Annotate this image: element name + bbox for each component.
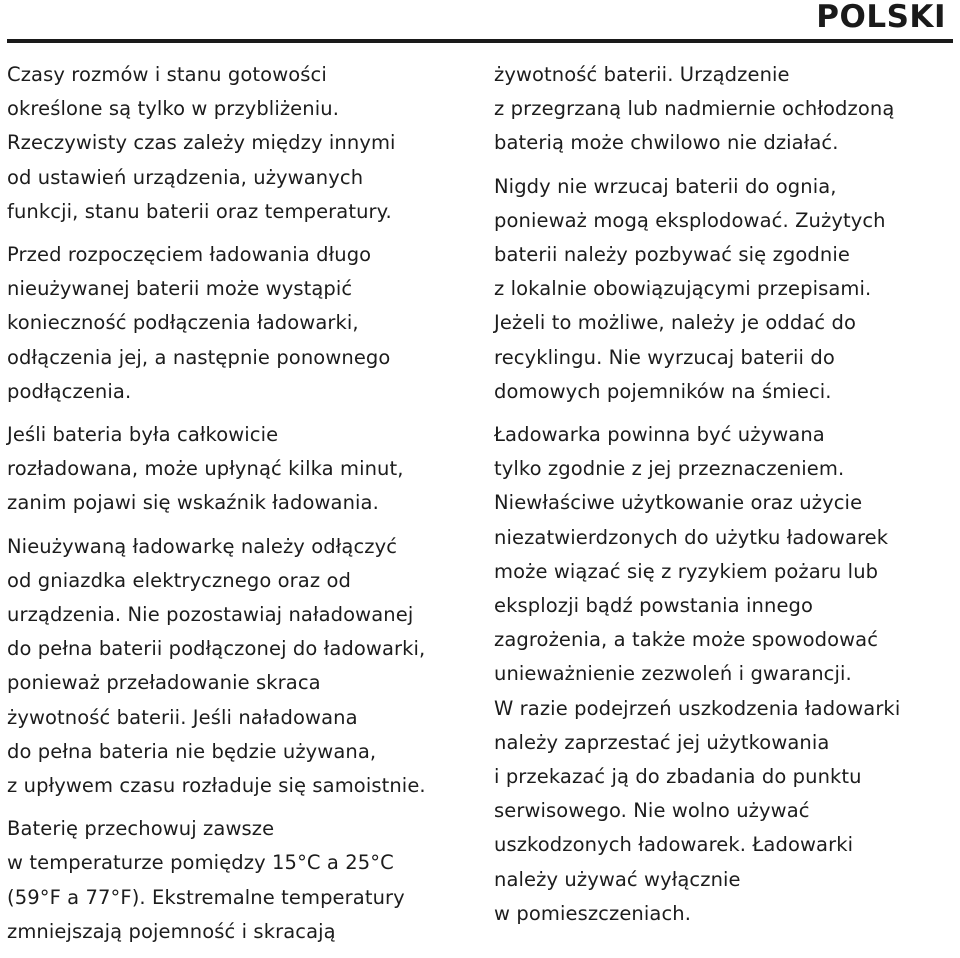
text-line: Przed rozpoczęciem ładowania długo xyxy=(7,243,372,267)
paragraph xyxy=(7,238,473,409)
paragraph xyxy=(7,812,473,949)
text-line: baterii należy pozbywać się zgodnie xyxy=(494,243,850,267)
text-line: może wiązać się z ryzykiem pożaru lub xyxy=(494,559,879,583)
text-line: rozładowana, może upłynąć kilka minut, xyxy=(7,457,404,481)
text-line: żywotność baterii. Urządzenie xyxy=(494,63,790,86)
text-line: urządzenia. Nie pozostawiaj naładowanej xyxy=(7,603,414,627)
text-line: odłączenia jej, a następnie ponownego xyxy=(7,345,391,369)
text-line: ponieważ mogą eksplodować. Zużytych xyxy=(494,208,886,232)
paragraph xyxy=(494,170,954,409)
left-text-column xyxy=(7,58,473,958)
right-text-column xyxy=(494,58,954,940)
text-line: i przekazać ją do zbadania do punktu xyxy=(494,765,862,789)
header-rule xyxy=(7,39,953,43)
paragraph xyxy=(7,530,473,804)
text-line: Baterię przechowuj zawsze xyxy=(7,817,275,841)
text-line: recyklingu. Nie wyrzucaj baterii do xyxy=(494,345,835,369)
paragraph xyxy=(494,58,954,161)
text-line: (59°F a 77°F). Ekstremalne temperatury xyxy=(7,885,405,909)
text-line: z upływem czasu rozładuje się samoistnie. xyxy=(7,774,426,798)
text-line: Jeśli bateria była całkowicie xyxy=(7,423,279,447)
text-line: Ładowarka powinna być używana xyxy=(494,423,825,447)
text-line: należy zaprzestać jej użytkowania xyxy=(494,730,830,754)
text-line: podłączenia. xyxy=(7,379,132,403)
text-line: z lokalnie obowiązującymi przepisami. xyxy=(494,277,872,301)
text-line: zmniejszają pojemność i skracają xyxy=(7,919,336,943)
text-line: w temperaturze pomiędzy 15°C a 25°C xyxy=(7,851,394,875)
language-header: POLSKI xyxy=(816,0,946,35)
text-line: serwisowego. Nie wolno używać xyxy=(494,799,810,823)
text-line: niezatwierdzonych do użytku ładowarek xyxy=(494,525,889,549)
text-line: eksplozji bądź powstania innego xyxy=(494,594,814,618)
paragraph xyxy=(7,418,473,521)
text-line: baterią może chwilowo nie działać. xyxy=(494,131,839,155)
text-line: do pełna baterii podłączonej do ładowarki, xyxy=(7,637,426,661)
paragraph xyxy=(7,58,473,229)
text-line: w pomieszczeniach. xyxy=(494,901,692,925)
text-line: żywotność baterii. Jeśli naładowana xyxy=(7,705,358,729)
text-line: Czasy rozmów i stanu gotowości xyxy=(7,63,327,86)
text-line: ponieważ przeładowanie skraca xyxy=(7,671,321,695)
text-line: zanim pojawi się wskaźnik ładowania. xyxy=(7,491,379,515)
text-line: uszkodzonych ładowarek. Ładowarki xyxy=(494,833,854,857)
text-line: domowych pojemników na śmieci. xyxy=(494,379,832,403)
text-line: Jeżeli to możliwe, należy je oddać do xyxy=(494,311,857,335)
text-line: Niewłaściwe użytkowanie oraz użycie xyxy=(494,491,863,515)
text-line: Nieużywaną ładowarkę należy odłączyć xyxy=(7,534,398,558)
text-line: W razie podejrzeń uszkodzenia ładowarki xyxy=(494,696,901,720)
text-line: konieczność podłączenia ładowarki, xyxy=(7,311,359,335)
text-line: funkcji, stanu baterii oraz temperatury. xyxy=(7,199,392,223)
text-line: do pełna bateria nie będzie używana, xyxy=(7,739,377,763)
text-line: od gniazdka elektrycznego oraz od xyxy=(7,568,351,592)
text-line: od ustawień urządzenia, używanych xyxy=(7,165,364,189)
text-line: określone są tylko w przybliżeniu. xyxy=(7,97,340,121)
text-line: Nigdy nie wrzucaj baterii do ognia, xyxy=(494,174,837,198)
text-line: zagrożenia, a także może spowodować xyxy=(494,628,879,652)
text-line: z przegrzaną lub nadmiernie ochłodzoną xyxy=(494,97,895,121)
text-line: nieużywanej baterii może wystąpić xyxy=(7,277,353,301)
text-line: należy używać wyłącznie xyxy=(494,867,741,891)
text-line: tylko zgodnie z jej przeznaczeniem. xyxy=(494,457,845,481)
text-line: unieważnienie zezwoleń i gwarancji. xyxy=(494,662,852,686)
paragraph xyxy=(494,418,954,931)
text-line: Rzeczywisty czas zależy między innymi xyxy=(7,131,396,155)
